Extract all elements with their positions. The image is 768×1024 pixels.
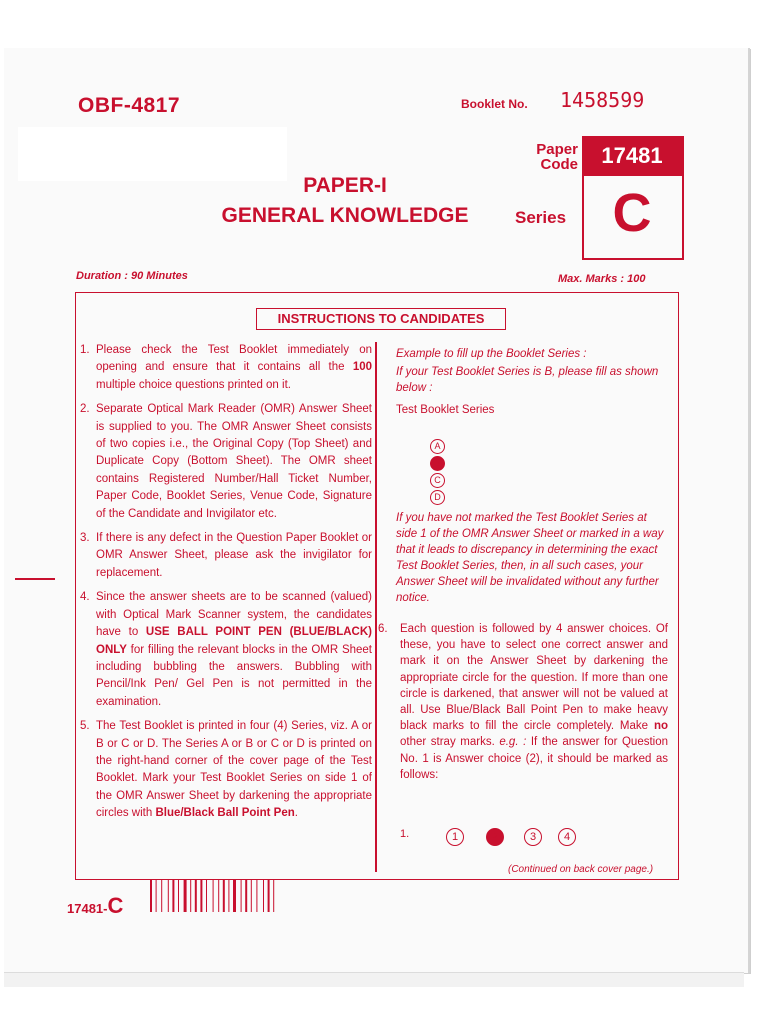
bubble-c: C	[430, 473, 445, 488]
max-marks: Max. Marks : 100	[558, 273, 646, 285]
barcode-bar	[168, 880, 169, 912]
barcode-bar	[156, 880, 157, 912]
barcode-bar	[256, 880, 257, 912]
barcode-bar	[228, 880, 229, 912]
column-divider	[375, 342, 377, 872]
footer-code-number: 17481-	[67, 901, 108, 916]
series-label: Series	[515, 208, 567, 227]
item-number: 5.	[80, 720, 90, 733]
barcode-bar	[263, 880, 264, 912]
booklet-number: 1458599	[560, 88, 645, 112]
barcode-bar	[268, 880, 270, 912]
instruction-item-4	[80, 589, 372, 711]
item-number: 2.	[80, 403, 90, 416]
paper-code: 17481	[582, 136, 682, 176]
item-number: 4.	[80, 591, 90, 604]
subject-title: GENERAL KNOWLEDGE	[221, 204, 469, 227]
paper-code-label	[532, 142, 578, 172]
barcode-bar	[200, 880, 202, 912]
item-text-part: multiple choice questions printed on it.	[96, 378, 291, 391]
barcode-bar	[241, 880, 242, 912]
item-text-part: .	[294, 807, 298, 820]
instructions-heading: INSTRUCTIONS TO CANDIDATES	[256, 308, 506, 330]
instruction-item-1	[80, 342, 372, 394]
page-edge	[4, 972, 744, 987]
barcode-bar	[195, 880, 197, 912]
item-number: 3.	[80, 532, 90, 545]
instruction-item-5	[80, 718, 372, 822]
instruction-item-3	[80, 530, 372, 582]
item-number: 1.	[80, 344, 90, 356]
stray-mark	[15, 578, 55, 580]
instructions-right-column	[396, 346, 670, 418]
redaction-box	[18, 127, 287, 181]
item-text-part: Please check the Test Booklet immediately on opening and ensure that it contains all the	[96, 344, 372, 374]
example-line-2: If your Test Booklet Series is B, please fill as shown below :	[396, 366, 659, 394]
booklet-no-label: Booklet No.	[461, 97, 528, 111]
barcode-bar	[213, 880, 214, 912]
test-booklet-series-label: Test Booklet Series	[396, 404, 495, 416]
footer-code	[67, 893, 123, 919]
instruction-item-2	[80, 401, 372, 523]
barcode-bar	[172, 880, 174, 912]
item-text	[96, 718, 372, 822]
footer-series-letter: C	[107, 893, 124, 918]
item-text-part: Since the answer sheets are to be scanned (valued) with Optical Mark Scanner system, the candidates have to	[96, 591, 372, 639]
barcode-bar	[184, 880, 187, 912]
barcode-bar	[206, 880, 207, 912]
item-text	[96, 589, 372, 711]
instruction-item-6-row	[378, 621, 668, 783]
question-number: 1.	[400, 828, 410, 840]
series-letter: C	[612, 183, 652, 243]
option-3-bubble: 3	[524, 828, 542, 846]
item-text-part: Each question is followed by 4 answer choices. Of these, you have to select one correct answer and mark it on the Answer Sheet by darkening the appropriate circle for the question. If more than one circle is darkened, that answer will not be valued at all. Use Blue/Black Ball Point Pen to make heavy black marks to fill the circle completely. Make	[400, 623, 668, 733]
item-text-bold: USE BALL POINT PEN (BLUE/BLACK) ONLY	[96, 626, 372, 656]
barcode	[150, 880, 305, 912]
item-text	[96, 342, 372, 394]
duration: Duration : 90 Minutes	[76, 270, 188, 282]
continued-note: (Continued on back cover page.)	[508, 864, 654, 875]
item-text-part: other stray marks.	[400, 736, 495, 749]
bubble-b-filled: B	[430, 456, 445, 471]
barcode-bar	[245, 880, 247, 912]
item-text-bold: no	[653, 720, 668, 733]
series-bubbles	[430, 437, 446, 507]
paper-title: PAPER-I	[303, 174, 387, 197]
barcode-bar	[251, 880, 252, 912]
barcode-bar	[233, 880, 236, 912]
barcode-bar	[161, 880, 162, 912]
barcode-bar	[273, 880, 274, 912]
item-text	[400, 621, 668, 783]
eg-text: If the answer for Question No. 1 is Answer choice (2), it should be marked as follows:	[400, 736, 669, 781]
paper-code-label-line2: Code	[540, 156, 578, 173]
paper-code-label-line1: Paper	[536, 141, 578, 158]
option-2-bubble-filled: 2	[486, 828, 504, 846]
invalidation-warning: If you have not marked the Test Booklet Series at side 1 of the OMR Answer Sheet or marked in a way that it leads to discrepancy in determining the exact Test Booklet Series, then, in all such cases, your Answer Sheet will be invalidated without any further notice.	[396, 512, 664, 604]
bubble-d: D	[430, 490, 445, 505]
item-text: Separate Optical Mark Reader (OMR) Answer Sheet is supplied to you. The OMR Answer Sheet consists of two copies i.e., the Original Copy (Top Sheet) and Duplicate Copy (Bottom Sheet). The OMR sheet contains Registered Number/Hall Ticket Number, Paper Code, Booklet Series, Venue Code, Signature of the Candidate and Invigilator etc.	[96, 403, 372, 520]
obf-code: OBF-4817	[78, 94, 181, 117]
eg-prefix: e.g. :	[499, 736, 527, 749]
barcode-bar	[223, 880, 225, 912]
barcode-bar	[190, 880, 191, 912]
item-text-part: The Test Booklet is printed in four (4) Series, viz. A or B or C or D. The Series A or B or C or D is printed on the right-hand corner of the cover page of the Test Booklet. Mark your Test Booklet Series on side 1 of the OMR Answer Sheet by darkening the appropriate circles with	[96, 720, 372, 820]
instructions-list-left	[80, 342, 372, 830]
answer-example	[400, 828, 600, 848]
item-text-bold: 100	[352, 361, 372, 374]
item-text-bold: Blue/Black Ball Point Pen	[155, 807, 295, 820]
option-4-bubble: 4	[558, 828, 576, 846]
instruction-item-6	[378, 621, 668, 790]
barcode-bar	[218, 880, 219, 912]
barcode-bar	[150, 880, 152, 912]
option-1-bubble: 1	[446, 828, 464, 846]
bubble-a: A	[430, 439, 445, 454]
item-text: If there is any defect in the Question Paper Booklet or OMR Answer Sheet, please ask the invigilator for replacement.	[96, 532, 372, 579]
example-line-1: Example to fill up the Booklet Series :	[396, 348, 587, 360]
barcode-bar	[178, 880, 179, 912]
item-number: 6.	[378, 623, 388, 635]
item-text-part: for filling the relevant blocks in the OMR Sheet including bubbling the answers. Bubbling with Pencil/Ink Pen/ Gel Pen is not permitted in the examination.	[96, 643, 372, 708]
